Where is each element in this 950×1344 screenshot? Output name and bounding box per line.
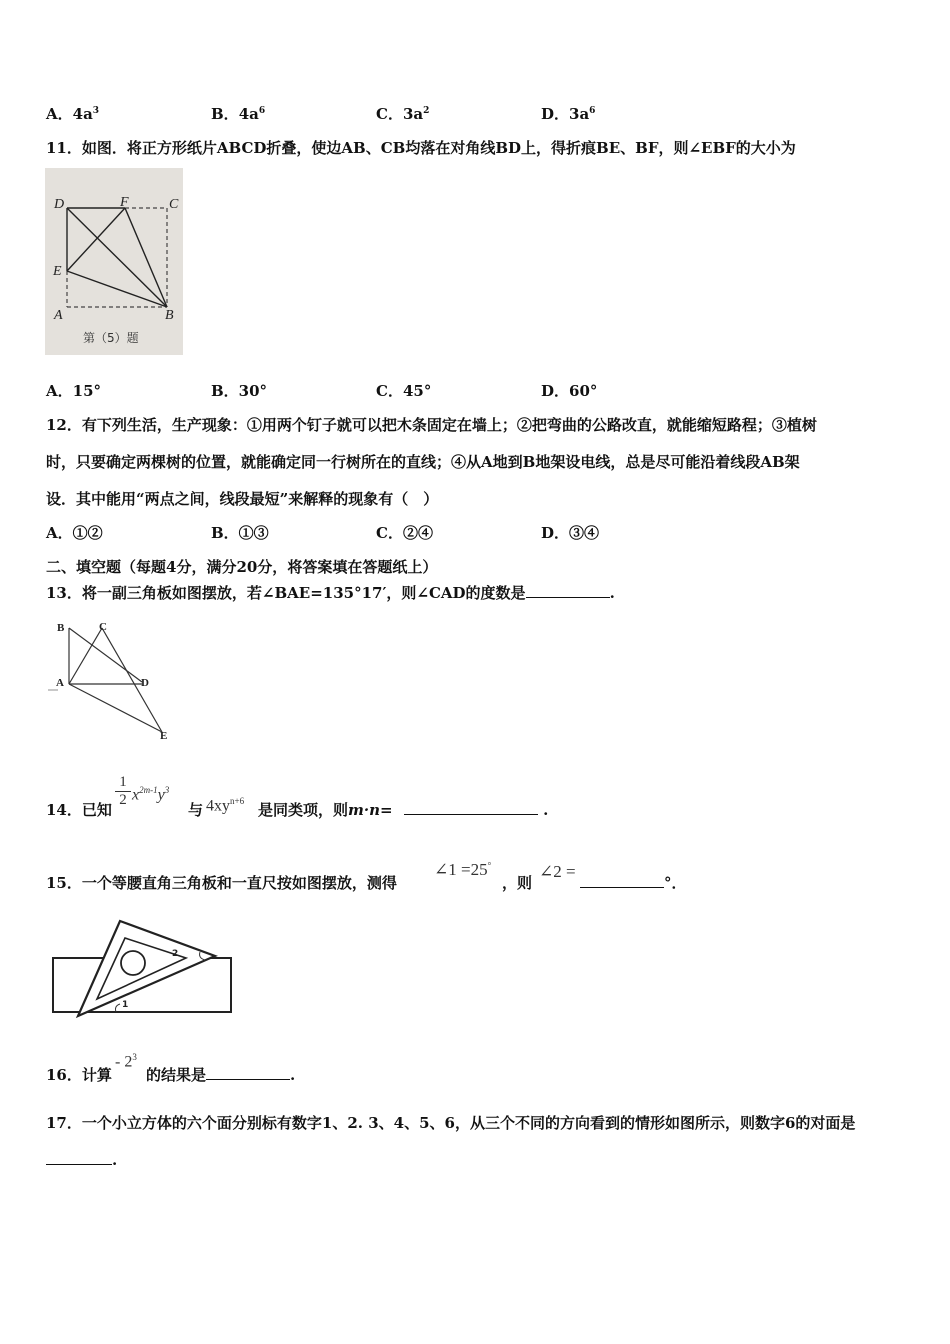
q13-label-c: C [99,621,107,633]
q12-line-2: 时，只要确定两棵树的位置，就能确定同一行树所在的直线；④从A地到B地架设电线，总是尽可能沿着线段AB架 [46,453,800,471]
q15-answer-blank[interactable] [580,873,664,888]
q11-option-d: D．60° [541,382,598,400]
q17-line-2: . [46,1150,117,1169]
q17-answer-blank[interactable] [46,1150,112,1165]
q13-label-e: E [160,730,168,742]
q12-option-b: B．①③ [211,524,269,542]
q15-ask: ∠2 = [539,862,576,881]
q11-option-b: B．30° [211,382,268,400]
q15-prefix: 15．一个等腰直角三角板和一直尺按如图摆放，测得 [46,874,397,892]
q12-option-c: C．②④ [376,524,433,542]
q10-option-c: C．$3a^2$ [376,105,430,123]
q11-label-b: B [165,308,174,323]
q15-figure [50,916,235,1024]
q12-option-d: D．③④ [541,524,600,542]
q16-suffix: 的结果是 . [146,1066,296,1084]
q11-figure-caption: 第（5）题 [83,331,139,345]
q14-prefix: 14．已知 [46,801,112,819]
q17-line-1: 17．一个小立方体的六个面分别标有数字1、2. 3、4、5、6，从三个不同的方向看到的情形如图所示，则数字6的对面是 [46,1114,856,1132]
q12-option-a: A．①② [46,524,103,542]
q11-label-c: C [169,197,179,212]
q15-blank-line: °． [580,872,687,893]
q13-figure [44,618,174,744]
section-2-heading: 二、填空题（每题4分，满分20分，将答案填在答题纸上） [46,558,438,576]
q11-option-c: C．45° [376,382,432,400]
q15-given: ∠1 =25° [434,860,492,879]
q14-and: 与 [188,801,204,819]
q13-stem: 13．将一副三角板如图摆放，若∠BAE=135°17′，则∠CAD的度数是 . [46,584,615,602]
q15-mid: ，则 [502,874,533,892]
q13-label-b: B [57,622,65,634]
q11-figure [45,168,183,355]
q11-stem: 11．如图．将正方形纸片ABCD折叠，使边AB、CB均落在对角线BD上，得折痕BE、BF，则∠EBF的大小为 [46,139,796,157]
q12-line-3: 设．其中能用“两点之间，线段最短”来解释的现象有（ ） [46,490,439,508]
q10-option-d: D．$3a^6$ [541,105,596,123]
q15-angle-1-label: 1 [122,1000,129,1010]
q13-answer-blank[interactable] [526,583,610,598]
q16-expression: - $2^3$ [115,1052,137,1071]
q12-line-1: 12．有下列生活，生产现象：①用两个钉子就可以把木条固定在墙上；②把弯曲的公路改直，就能缩短路程；③植树 [46,416,817,434]
q16-answer-blank[interactable] [206,1065,290,1080]
q14-fraction: 1 2 [115,774,131,809]
q11-label-a: A [54,308,63,323]
q10-option-a: A．$4a^3$ [46,105,100,123]
q11-label-f: F [120,195,129,210]
q14-term-2: $4xy^{n+6}$ [206,796,245,815]
q10-option-b: B．$4a^6$ [211,105,266,123]
q11-label-d: D [54,197,65,212]
q14-ask: 是同类项，则m·n= . [258,801,549,819]
q13-label-a: A [56,677,64,689]
q14-term-1: $x^{2m-1}y^3$ [132,785,170,804]
q16-prefix: 16．计算 [46,1066,112,1084]
q13-label-d: D [141,677,149,689]
q14-answer-blank[interactable] [404,800,538,815]
q11-label-e: E [53,264,62,279]
q15-angle-2-label: 2 [172,949,179,959]
q11-option-a: A．15° [46,382,102,400]
